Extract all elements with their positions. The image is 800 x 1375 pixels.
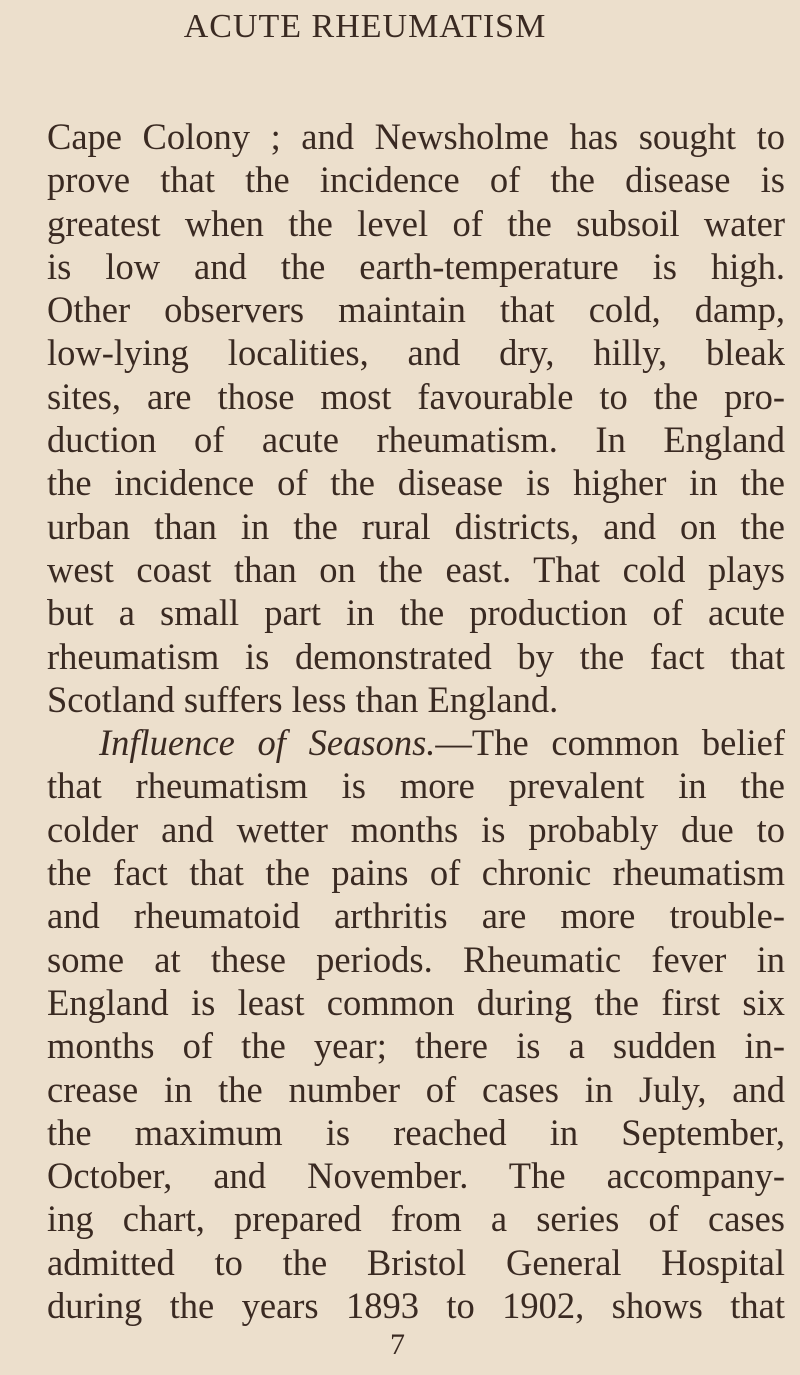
text-line: Cape Colony ; and Newsholme has sought to: [47, 116, 785, 157]
text-run: —The common belief: [435, 722, 785, 764]
text-line: and rheumatoid arthritis are more trouble-: [47, 895, 785, 937]
text-line: the fact that the pains of chronic rheumatism: [47, 852, 785, 894]
text-line: some at these periods. Rheumatic fever in: [47, 938, 785, 980]
text-line: ing chart, prepared from a series of cases: [47, 1198, 785, 1240]
text-line: west coast than on the east. That cold plays: [47, 548, 785, 590]
text-line: greatest when the level of the subsoil water: [47, 202, 785, 244]
text-line: crease in the number of cases in July, and: [47, 1068, 785, 1110]
text-line: the incidence of the disease is higher in the: [47, 462, 785, 504]
text-line: months of the year; there is a sudden in-: [47, 1025, 785, 1067]
text-line: England is least common during the first six: [47, 981, 785, 1023]
body-text: [47, 115, 785, 1327]
text-line: Other observers maintain that cold, damp,: [47, 289, 785, 331]
text-line: rheumatism is demonstrated by the fact that: [47, 635, 785, 677]
text-line: duction of acute rheumatism. In England: [47, 419, 785, 461]
text-line: admitted to the Bristol General Hospital: [47, 1241, 785, 1283]
text-line: that rheumatism is more prevalent in the: [47, 765, 785, 807]
text-line: sites, are those most favourable to the pro-: [47, 375, 785, 417]
text-line: the maximum is reached in September,: [47, 1111, 785, 1153]
section-heading: Influence of Seasons.: [99, 722, 436, 764]
text-line: October, and November. The accompany-: [47, 1155, 785, 1197]
text-line: is low and the earth-temperature is high.: [47, 245, 785, 287]
text-line: low-lying localities, and dry, hilly, bleak: [47, 332, 785, 374]
text-line: Scotland suffers less than England.: [47, 678, 559, 720]
text-line: colder and wetter months is probably due to: [47, 808, 785, 850]
section-first-line: [47, 721, 785, 764]
text-line: prove that the incidence of the disease is: [47, 159, 785, 201]
running-head: ACUTE RHEUMATISM: [183, 8, 547, 45]
text-line: during the years 1893 to 1902, shows that: [47, 1285, 785, 1327]
text-line: urban than in the rural districts, and on the: [47, 505, 785, 547]
text-line: but a small part in the production of acute: [47, 592, 785, 634]
page-number: 7: [390, 1328, 405, 1361]
